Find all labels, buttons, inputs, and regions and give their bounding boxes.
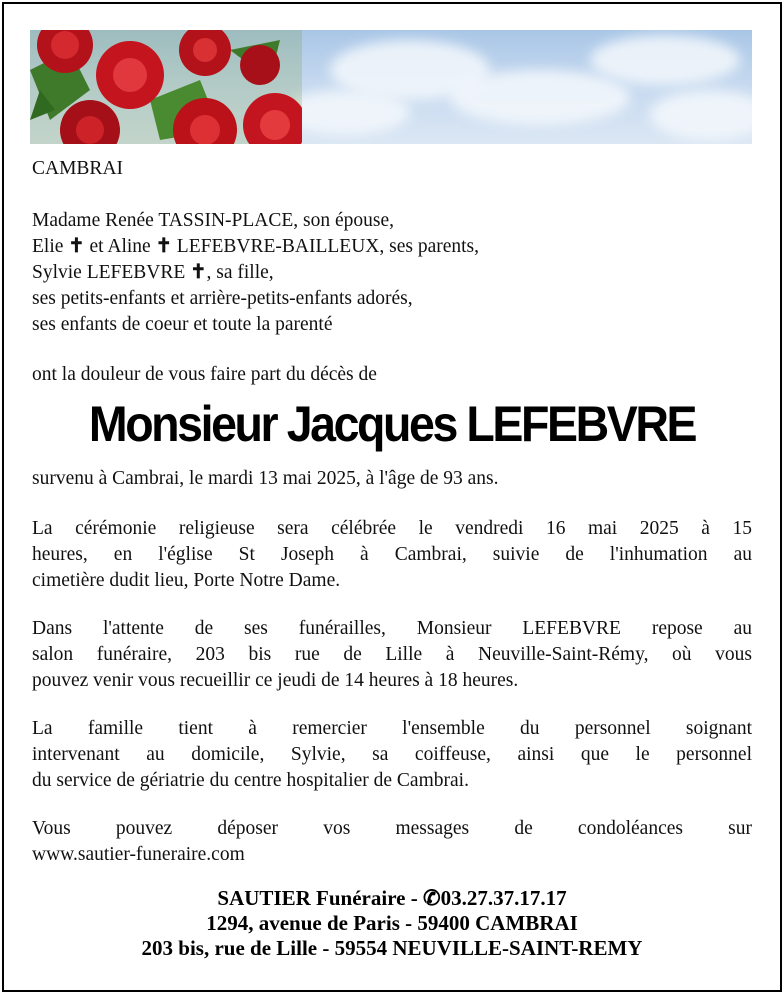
cross-icon: ✝: [68, 236, 85, 257]
header-banner-image: [30, 30, 752, 144]
funeral-home-paragraph: Dans l'attente de ses funérailles, Monsieur LEFEBVRE repose au salon funéraire, 203 bis rue de Lille à Neuville-Saint-Rémy, où vous pouvez venir vous recueillir ce jeudi de 14 heures à 18 heures.: [32, 618, 752, 691]
footer-company-line: SAUTIER Funéraire - ✆03.27.37.17.17: [217, 886, 567, 910]
family-line: Madame Renée TASSIN-PLACE, son épouse,: [32, 210, 395, 231]
condolences-paragraph: Vous pouvez déposer vos messages de condoléances sur www.sautier-funeraire.com: [32, 816, 752, 868]
city-heading: CAMBRAI: [32, 158, 124, 179]
footer-address-2: 203 bis, rue de Lille - 59554 NEUVILLE-SAINT-REMY: [141, 936, 643, 960]
cross-icon: ✝: [190, 262, 207, 283]
phone-icon: ✆: [422, 886, 441, 910]
family-line: ses petits-enfants et arrière-petits-enfants adorés,: [32, 288, 413, 309]
phone-number: 03.27.37.17.17: [440, 886, 567, 910]
family-line: Sylvie LEFEBVRE ✝, sa fille,: [32, 262, 274, 283]
condolences-website: www.sautier-funeraire.com: [32, 844, 245, 865]
family-line: ses enfants de coeur et toute la parenté: [32, 314, 333, 335]
footer-address-1: 1294, avenue de Paris - 59400 CAMBRAI: [206, 911, 578, 935]
announcement-text: ont la douleur de vous faire part du décès de: [32, 364, 377, 385]
ceremony-paragraph: La cérémonie religieuse sera célébrée le vendredi 16 mai 2025 à 15 heures, en l'église St Joseph à Cambrai, suivie de l'inhumation au cimetière dudit lieu, Porte Notre Dame.: [32, 518, 752, 591]
funeral-home-footer: [32, 886, 752, 961]
thanks-paragraph: La famille tient à remercier l'ensemble du personnel soignant intervenant au domicile, Sylvie, sa coiffeuse, ainsi que le personnel du service de gériatrie du centre hospitalier de Cambrai.: [32, 718, 752, 791]
family-list: [32, 208, 752, 338]
cross-icon: ✝: [155, 236, 172, 257]
death-info: survenu à Cambrai, le mardi 13 mai 2025, à l'âge de 93 ans.: [32, 468, 499, 489]
red-roses-image: [30, 30, 302, 144]
deceased-name: Monsieur Jacques LEFEBVRE: [88, 396, 696, 452]
family-line: Elie ✝ et Aline ✝ LEFEBVRE-BAILLEUX, ses parents,: [32, 236, 479, 257]
